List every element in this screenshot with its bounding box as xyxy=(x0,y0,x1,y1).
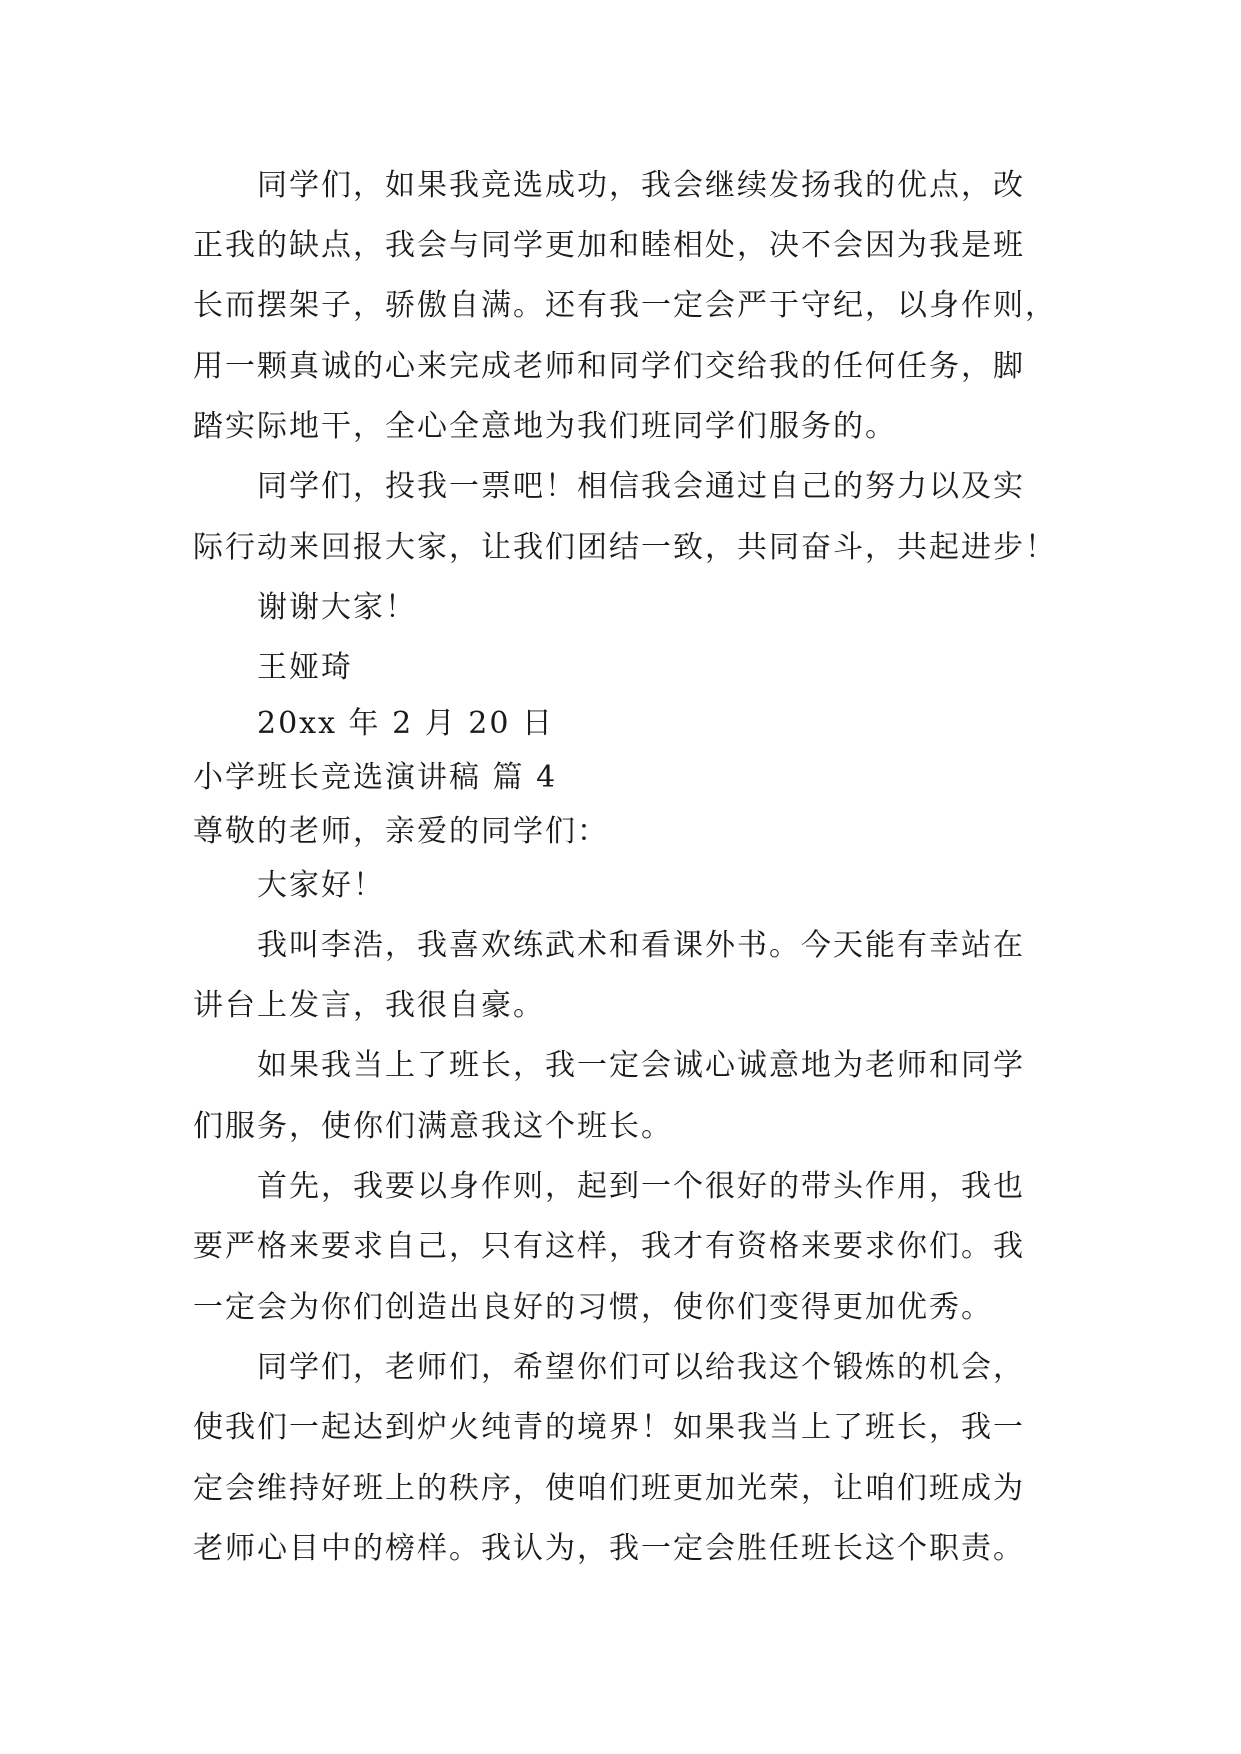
paragraph-line: 首先，我要以身作则，起到一个很好的带头作用，我也 xyxy=(257,1169,1025,1204)
salutation-line: 尊敬的老师，亲爱的同学们： xyxy=(193,814,609,849)
paragraph-line: 如果我当上了班长，我一定会诚心诚意地为老师和同学 xyxy=(257,1048,1025,1083)
section-title: 小学班长竞选演讲稿 篇 4 xyxy=(193,760,558,795)
paragraph-line: 踏实际地干，全心全意地为我们班同学们服务的。 xyxy=(193,409,897,444)
paragraph-line: 要严格来要求自己，只有这样，我才有资格来要求你们。我 xyxy=(193,1229,1025,1264)
paragraph-line: 使我们一起达到炉火纯青的境界！如果我当上了班长，我一 xyxy=(193,1410,1025,1445)
paragraph-line: 一定会为你们创造出良好的习惯，使你们变得更加优秀。 xyxy=(193,1290,993,1325)
paragraph-line: 定会维持好班上的秩序，使咱们班更加光荣，让咱们班成为 xyxy=(193,1471,1025,1506)
paragraph-line: 老师心目中的榜样。我认为，我一定会胜任班长这个职责。 xyxy=(193,1531,1025,1566)
thanks-line: 谢谢大家！ xyxy=(257,590,417,625)
date-line: 20xx 年 2 月 20 日 xyxy=(257,706,554,741)
paragraph-line: 讲台上发言，我很自豪。 xyxy=(193,988,545,1023)
paragraph-line: 我叫李浩，我喜欢练武术和看课外书。今天能有幸站在 xyxy=(257,928,1025,963)
paragraph-line: 用一颗真诚的心来完成老师和同学们交给我的任何任务，脚 xyxy=(193,349,1025,384)
paragraph-line: 长而摆架子，骄傲自满。还有我一定会严于守纪，以身作则， xyxy=(193,288,1057,323)
paragraph-line: 际行动来回报大家，让我们团结一致，共同奋斗，共起进步！ xyxy=(193,530,1057,565)
paragraph-line: 同学们，如果我竞选成功，我会继续发扬我的优点，改 xyxy=(257,168,1025,203)
paragraph-line: 正我的缺点，我会与同学更加和睦相处，决不会因为我是班 xyxy=(193,228,1025,263)
greeting-line: 大家好！ xyxy=(257,868,385,903)
paragraph-line: 同学们，投我一票吧！相信我会通过自己的努力以及实 xyxy=(257,469,1025,504)
author-name: 王娅琦 xyxy=(257,650,353,685)
paragraph-line: 同学们，老师们，希望你们可以给我这个锻炼的机会， xyxy=(257,1350,1025,1385)
paragraph-line: 们服务，使你们满意我这个班长。 xyxy=(193,1109,673,1144)
